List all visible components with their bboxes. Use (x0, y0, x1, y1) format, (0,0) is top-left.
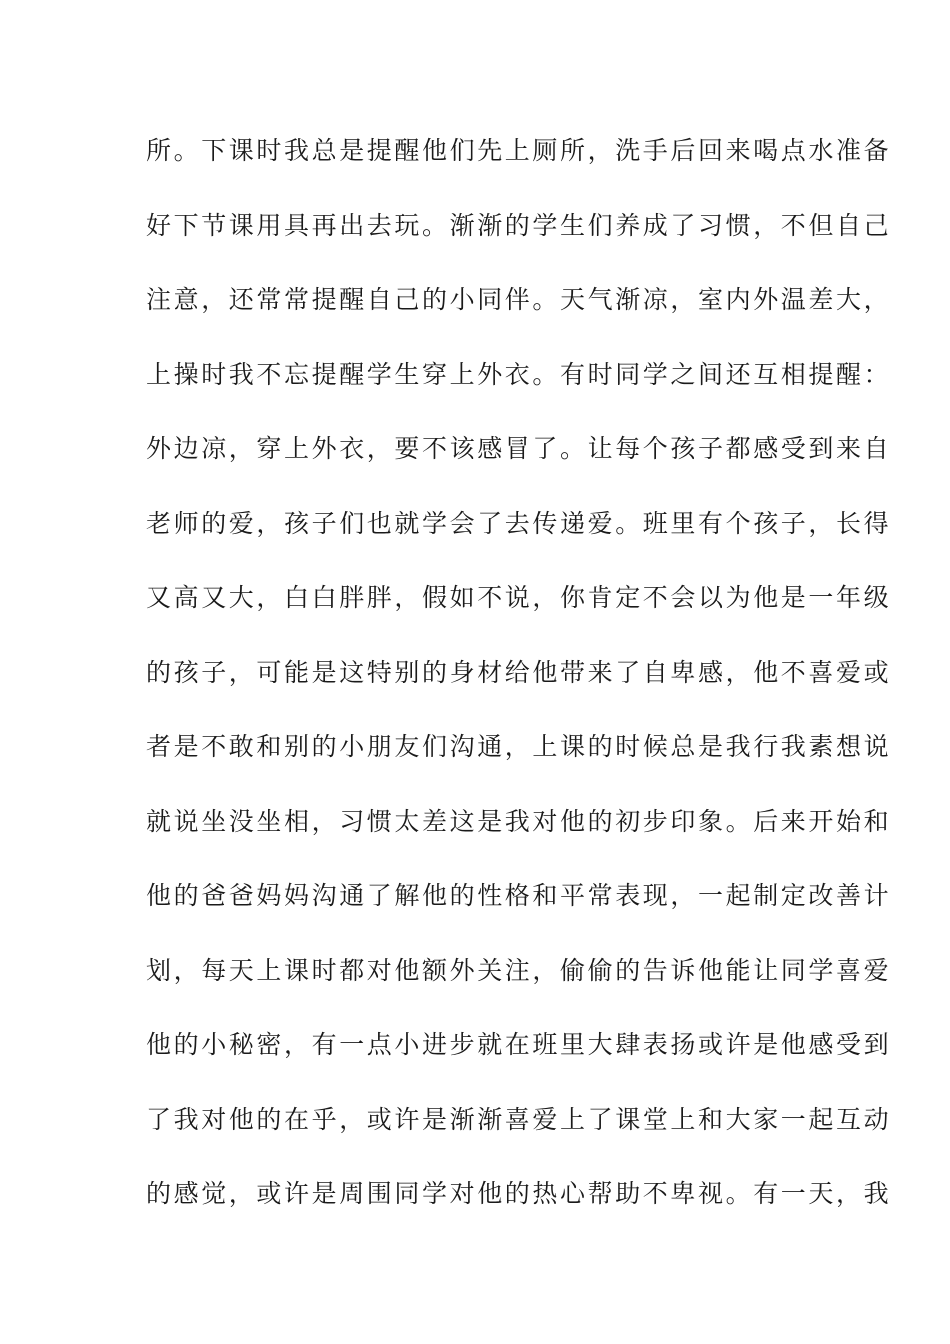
text-line: 划，每天上课时都对他额外关注，偷偷的告诉他能让同学喜爱 (146, 955, 892, 985)
text-line: 就说坐没坐相，习惯太差这是我对他的初步印象。后来开始和 (146, 806, 892, 836)
text-line: 注意，还常常提醒自己的小同伴。天气渐凉，室内外温差大， (146, 285, 892, 314)
text-line: 者是不敢和别的小朋友们沟通，上课的时候总是我行我素想说 (146, 732, 892, 761)
text-line: 他的小秘密，有一点小进步就在班里大肆表扬或许是他感受到 (146, 1030, 892, 1059)
text-line: 的孩子，可能是这特别的身材给他带来了自卑感，他不喜爱或 (146, 657, 892, 687)
text-line: 好下节课用具再出去玩。渐渐的学生们养成了习惯，不但自己 (146, 210, 892, 240)
text-line: 老师的爱，孩子们也就学会了去传递爱。班里有个孩子，长得 (146, 508, 892, 538)
body-text (146, 128, 892, 1246)
text-line: 上操时我不忘提醒学生穿上外衣。有时同学之间还互相提醒： (146, 359, 892, 389)
text-line: 的感觉，或许是周围同学对他的热心帮助不卑视。有一天，我 (146, 1179, 892, 1208)
text-line: 他的爸爸妈妈沟通了解他的性格和平常表现，一起制定改善计 (146, 881, 892, 910)
text-line: 所。下课时我总是提醒他们先上厕所，洗手后回来喝点水准备 (146, 136, 892, 165)
text-line: 了我对他的在乎，或许是渐渐喜爱上了课堂上和大家一起互动 (146, 1104, 892, 1134)
text-line: 又高又大，白白胖胖，假如不说，你肯定不会以为他是一年级 (146, 583, 892, 612)
text-line: 外边凉，穿上外衣，要不该感冒了。让每个孩子都感受到来自 (146, 434, 892, 463)
